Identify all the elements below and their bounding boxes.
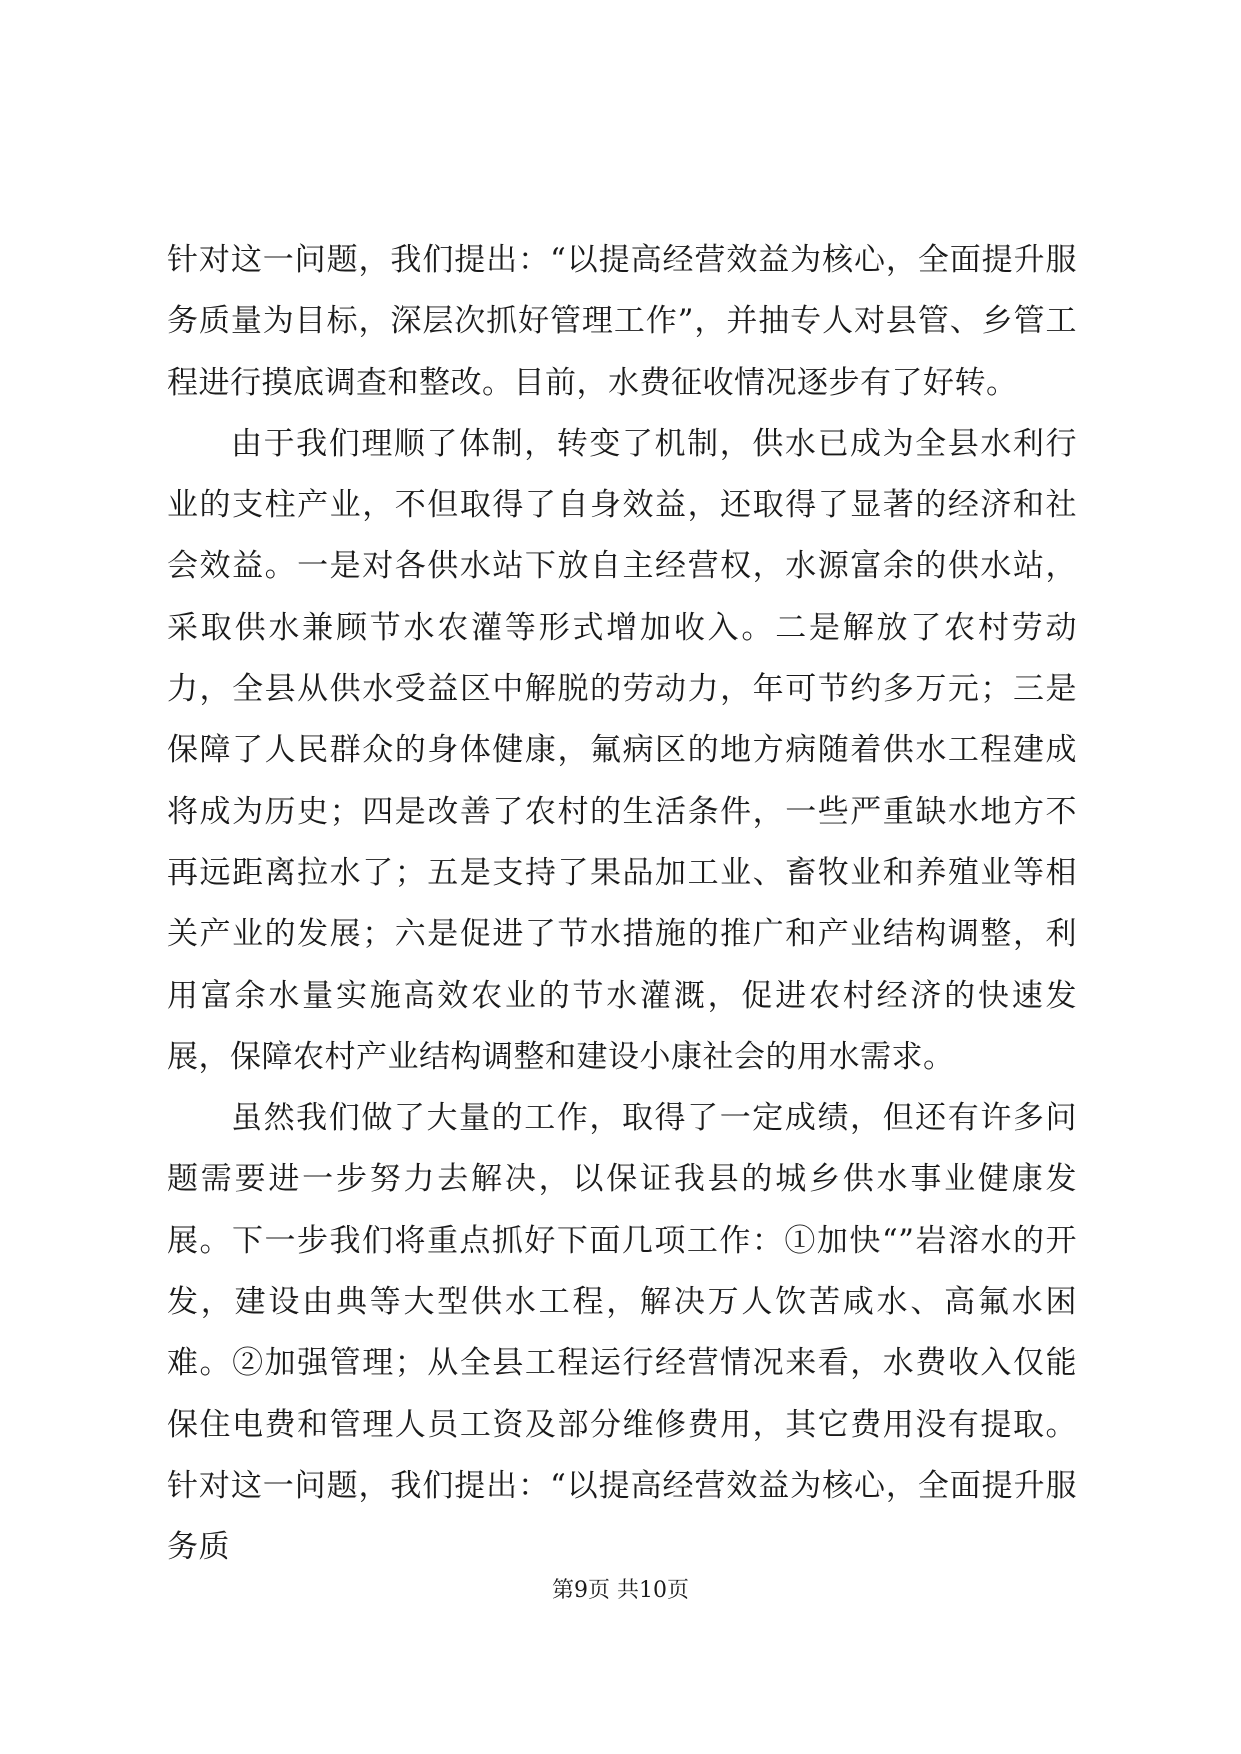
paragraph-continuation: 针对这一问题，我们提出：“以提高经营效益为核心，全面提升服务质量为目标，深层次抓好管理工作”，并抽专人对县管、乡管工程进行摸底调查和整改。目前，水费征收情况逐步有了好转。 bbox=[167, 242, 1077, 401]
paragraph-next-steps: 虽然我们做了大量的工作，取得了一定成绩，但还有许多问题需要进一步努力去解决，以保证我县的城乡供水事业健康发展。下一步我们将重点抓好下面几项工作：①加快“”岩溶水的开发，建设由典等大型供水工程，解决万人饮苦咸水、高氟水困难。②加强管理；从全县工程运行经营情况来看，水费收入仅能保住电费和管理人员工资及部分维修费用，其它费用没有提取。针对这一问题，我们提出：“以提高经营效益为核心，全面提升服务质 bbox=[167, 1100, 1077, 1566]
paragraph-benefits: 由于我们理顺了体制，转变了机制，供水已成为全县水利行业的支柱产业，不但取得了自身效益，还取得了显著的经济和社会效益。一是对各供水站下放自主经营权，水源富余的供水站，采取供水兼顾节水农灌等形式增加收入。二是解放了农村劳动力，全县从供水受益区中解脱的劳动力，年可节约多万元；三是保障了人民群众的身体健康，氟病区的地方病随着供水工程建成将成为历史；四是改善了农村的生活条件，一些严重缺水地方不再远距离拉水了；五是支持了果品加工业、畜牧业和养殖业等相关产业的发展；六是促进了节水措施的推广和产业结构调整，利用富余水量实施高效农业的节水灌溉，促进农村经济的快速发展，保障农村产业结构调整和建设小康社会的用水需求。 bbox=[167, 425, 1077, 1075]
page-number-footer: 第9页 共10页 bbox=[552, 1578, 689, 1603]
document-body bbox=[167, 230, 1077, 1579]
